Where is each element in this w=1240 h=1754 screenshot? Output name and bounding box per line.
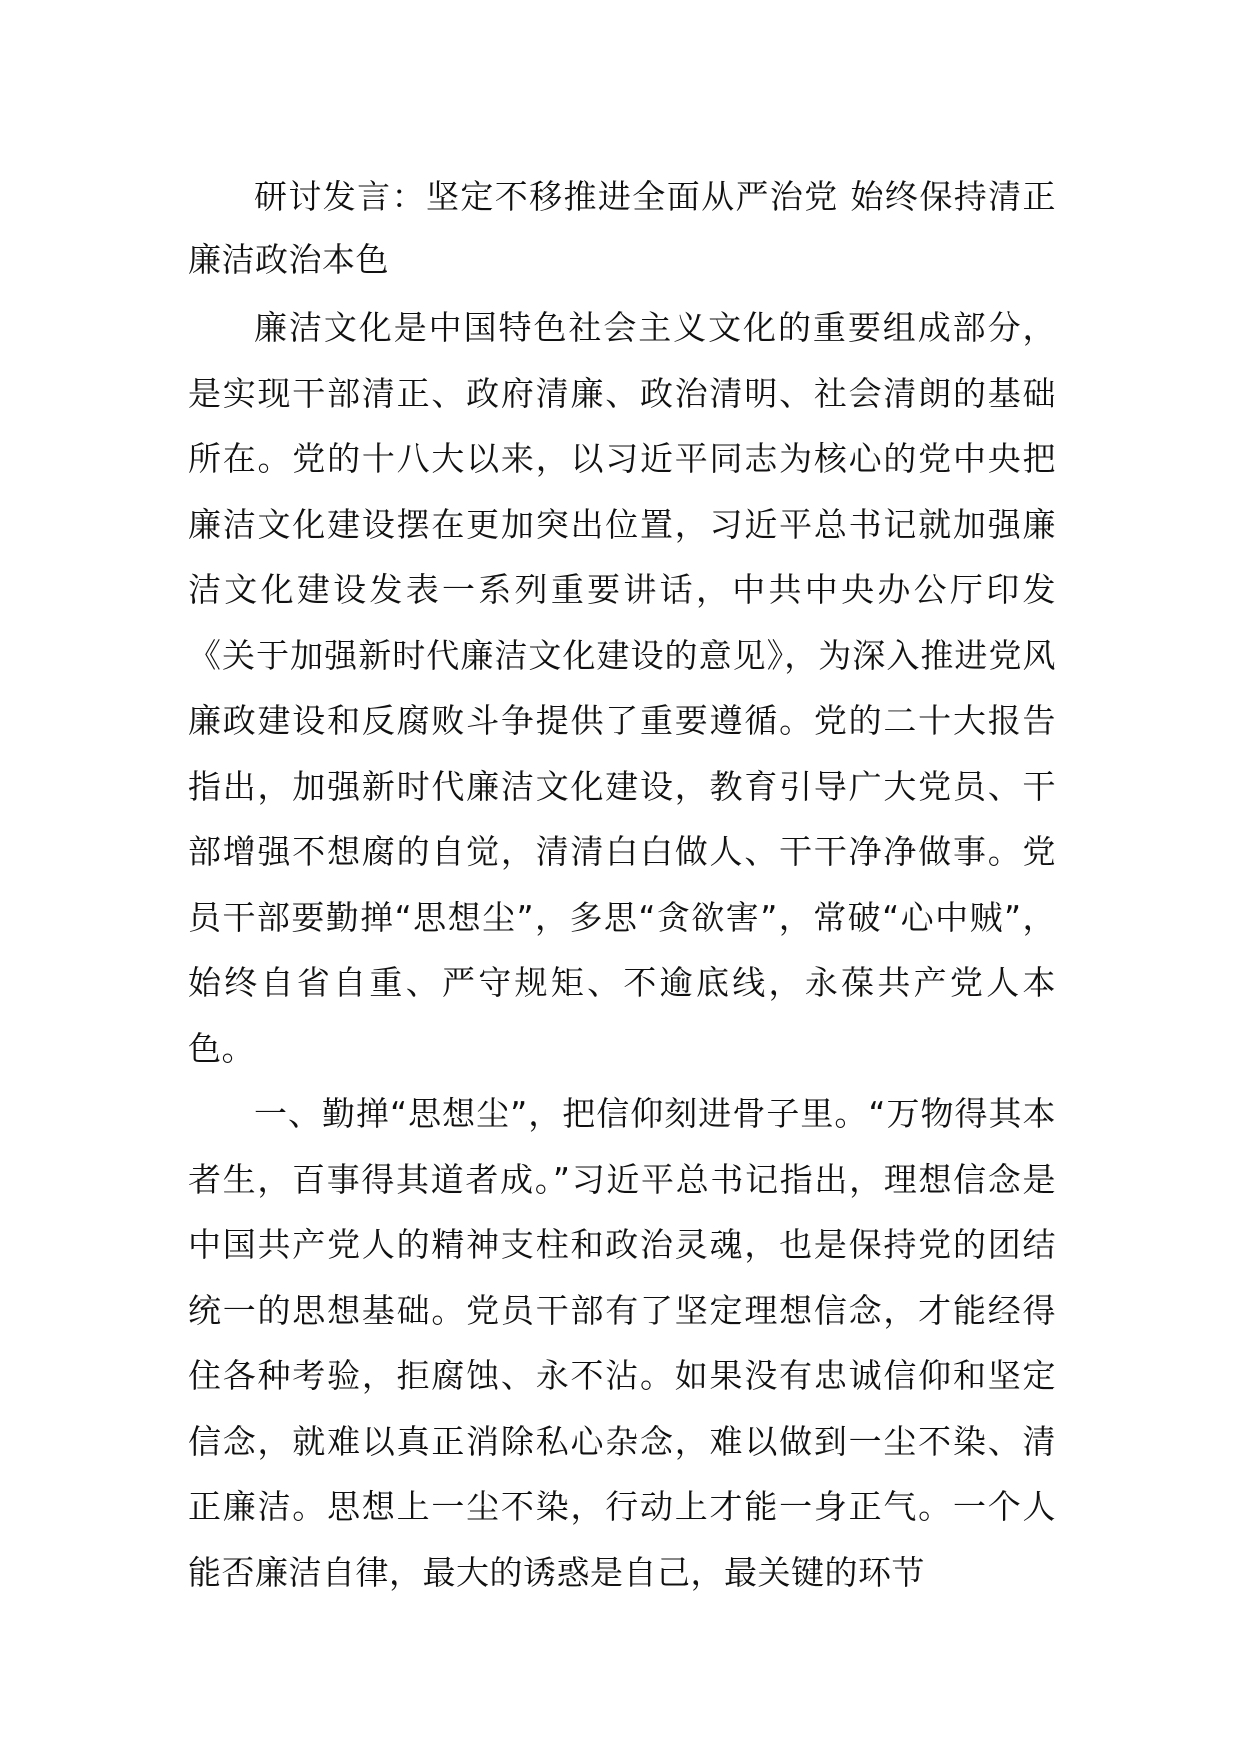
document-body	[188, 165, 1056, 1605]
paragraph-intro: 廉洁文化是中国特色社会主义文化的重要组成部分，是实现干部清正、政府清廉、政治清明、社会清朗的基础所在。党的十八大以来，以习近平同志为核心的党中央把廉洁文化建设摆在更加突出位置，习近平总书记就加强廉洁文化建设发表一系列重要讲话，中共中央办公厅印发《关于加强新时代廉洁文化建设的意见》，为深入推进党风廉政建设和反腐败斗争提供了重要遵循。党的二十大报告指出，加强新时代廉洁文化建设，教育引导广大党员、干部增强不想腐的自觉，清清白白做人、干干净净做事。党员干部要勤掸“思想尘”，多思“贪欲害”，常破“心中贼”，始终自省自重、严守规矩、不逾底线，永葆共产党人本色。	[188, 308, 1056, 1068]
document-title: 研讨发言：坚定不移推进全面从严治党 始终保持清正廉洁政治本色	[188, 177, 1056, 279]
paragraph-section-1: 一、勤掸“思想尘”，把信仰刻进骨子里。“万物得其本者生，百事得其道者成。”习近平总书记指出，理想信念是中国共产党人的精神支柱和政治灵魂，也是保持党的团结统一的思想基础。党员干部有了坚定理想信念，才能经得住各种考验，拒腐蚀、永不沾。如果没有忠诚信仰和坚定信念，就难以真正消除私心杂念，难以做到一尘不染、清正廉洁。思想上一尘不染，行动上才能一身正气。一个人能否廉洁自律，最大的诱惑是自己，最关键的环节	[188, 1094, 1056, 1592]
